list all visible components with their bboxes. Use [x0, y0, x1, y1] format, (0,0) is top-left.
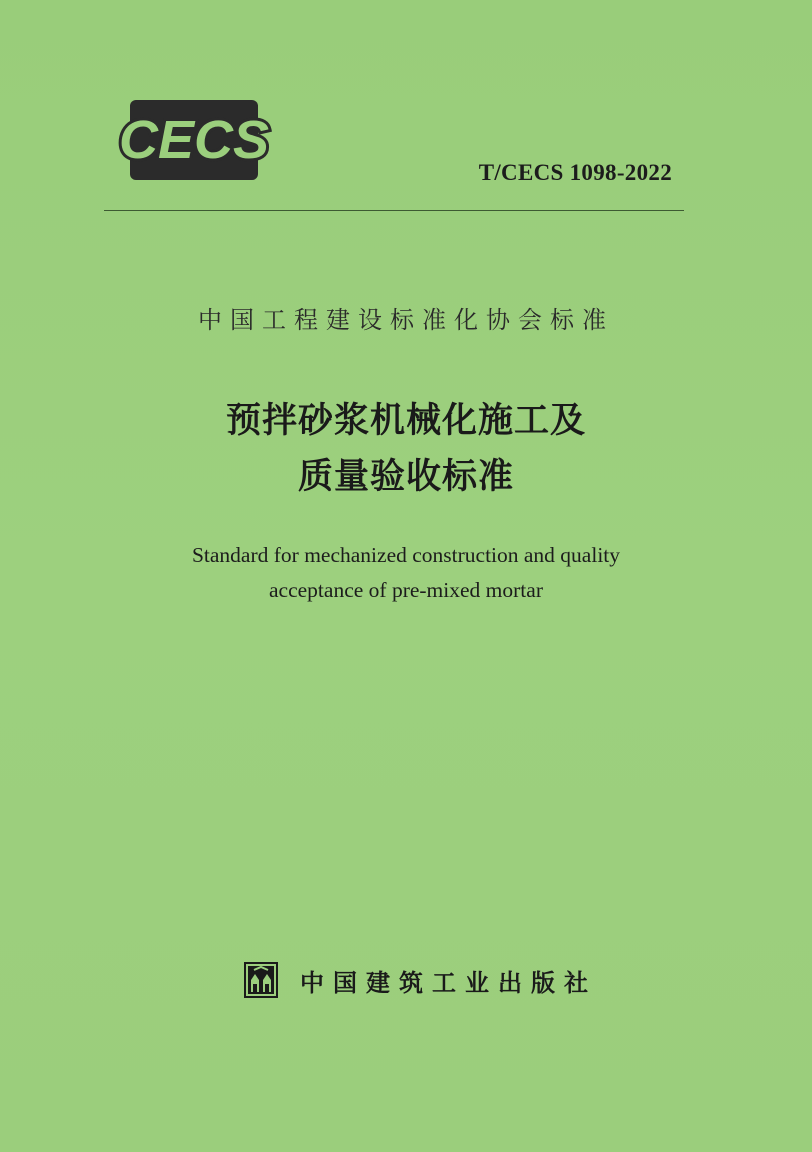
- publisher-name: 中国建筑工业出版社: [300, 967, 597, 997]
- association-name: 中国工程建设标准化协会标准: [198, 306, 614, 334]
- title-chinese-line-2: 质量验收标准: [297, 457, 514, 497]
- header-divider: [104, 210, 684, 211]
- publisher-emblem-icon: [244, 962, 278, 998]
- publisher: [244, 960, 597, 1000]
- title-english-line-2: acceptance of pre-mixed mortar: [269, 578, 543, 602]
- logo-text: CECS: [118, 110, 270, 170]
- standard-code: T/CECS 1098-2022: [478, 160, 672, 185]
- title-chinese-line-1: 预拌砂浆机械化施工及: [225, 401, 586, 441]
- title-english: [0, 538, 812, 608]
- title-chinese: [0, 393, 812, 505]
- title-english-line-1: Standard for mechanized construction and quality: [191, 543, 621, 567]
- cecs-logo: [112, 98, 276, 182]
